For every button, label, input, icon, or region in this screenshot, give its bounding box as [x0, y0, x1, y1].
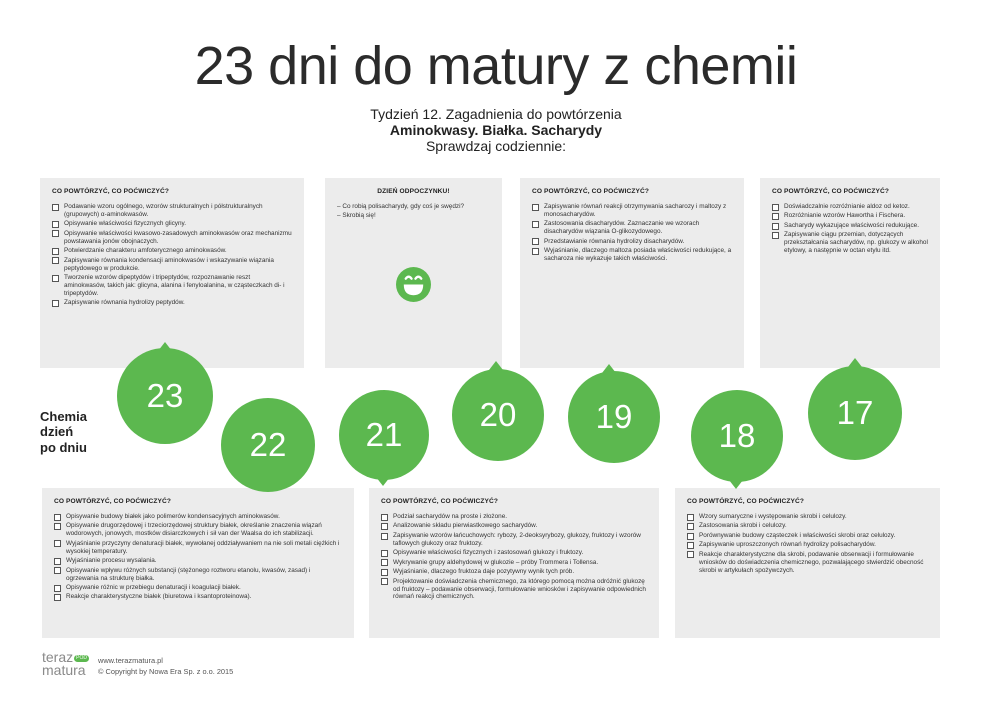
list-item	[52, 230, 292, 246]
panel-heading: CO POWTÓRZYĆ, CO POĆWICZYĆ?	[52, 188, 169, 195]
checkbox[interactable]	[52, 300, 59, 307]
joke-answer: – Skrobią się!	[337, 211, 376, 219]
list-item	[532, 220, 732, 236]
list-item	[772, 203, 928, 211]
list-item	[381, 559, 647, 567]
list-item	[532, 238, 732, 246]
day-17-panel	[760, 178, 940, 368]
list-item	[772, 231, 928, 255]
day-20-circle: 20	[452, 369, 544, 461]
item-text: Opisywanie wpływu różnych substancji (stężonego roztworu etanolu, kwasów, zasad) i ogrzewania na strukturę białka.	[66, 566, 311, 582]
item-text: Opisywanie właściwości fizycznych glicyny.	[64, 220, 187, 228]
day-20-panel	[369, 488, 659, 638]
item-text: Opisywanie właściwości fizycznych i zastosowań glukozy i fruktozy.	[393, 549, 584, 557]
list-item	[772, 222, 928, 230]
item-text: Wykrywanie grupy aldehydowej w glukozie – próby Trommera i Tollensa.	[393, 558, 599, 566]
day-19-circle: 19	[568, 371, 660, 463]
checkbox[interactable]	[772, 213, 779, 220]
list-item	[52, 247, 292, 255]
checkbox[interactable]	[381, 578, 388, 585]
list-item	[52, 220, 292, 228]
list-item	[54, 584, 342, 592]
instruction: Sprawdzaj codziennie:	[425, 138, 567, 154]
item-text: Opisywanie budowy białek jako polimerów kondensacyjnych aminokwasów.	[66, 513, 280, 520]
checkbox[interactable]	[687, 514, 694, 521]
item-text: Opisywanie różnic w przebiegu denaturacji i koagulacji białek.	[66, 583, 241, 591]
list-item	[54, 513, 342, 521]
list-item	[532, 247, 732, 263]
list-item	[54, 540, 342, 556]
checklist	[381, 513, 647, 601]
day-18-panel	[675, 488, 940, 638]
day-18-circle: 18	[691, 390, 783, 482]
panel-heading: CO POWTÓRZYĆ, CO POĆWICZYĆ?	[772, 188, 889, 195]
checkbox[interactable]	[52, 257, 59, 264]
checkbox[interactable]	[381, 533, 388, 540]
item-text: Zapisywanie uproszczonych równań hydrolizy polisacharydów.	[699, 541, 876, 549]
list-item	[381, 549, 647, 557]
item-text: Zapisywanie wzorów łańcuchowych: rybozy, 2-deoksyrybozy, glukozy, fruktozy i wzorów taflowych glukozy oraz fruktozy.	[393, 531, 641, 547]
checkbox[interactable]	[687, 542, 694, 549]
item-text: Przedstawianie równania hydrolizy disacharydów.	[544, 237, 685, 245]
item-text: Wyjaśnianie procesu wysalania.	[66, 557, 157, 565]
page-title: 23 dni do matury z chemii	[194, 36, 798, 96]
panel-heading: CO POWTÓRZYĆ, CO POĆWICZYĆ?	[381, 498, 498, 505]
checkbox[interactable]	[52, 248, 59, 255]
checklist	[687, 513, 928, 575]
list-item	[54, 557, 342, 565]
list-item	[687, 522, 928, 530]
list-item	[381, 532, 647, 548]
checklist	[52, 203, 292, 307]
checkbox[interactable]	[772, 223, 779, 230]
list-item	[381, 568, 647, 576]
day-23-circle: 23	[117, 348, 213, 444]
list-item	[687, 532, 928, 540]
footer-copyright: © Copyright by Nowa Era Sp. z o.o. 2015	[98, 667, 234, 677]
list-item	[54, 522, 342, 538]
checkbox[interactable]	[532, 204, 539, 211]
checkbox[interactable]	[54, 585, 61, 592]
day-17-circle: 17	[808, 366, 902, 460]
item-text: Wyjaśnianie, dlaczego fruktoza daje pozytywny wynik tych prób.	[393, 568, 575, 576]
item-text: Analizowanie składu pierwiastkowego sacharydów.	[393, 522, 538, 530]
list-item	[52, 299, 292, 307]
side-label-line: Chemia	[40, 409, 87, 424]
topics: Aminokwasy. Białka. Sacharydy	[389, 122, 603, 138]
checkbox[interactable]	[52, 221, 59, 228]
checklist	[532, 203, 732, 263]
footer-url[interactable]: www.terazmatura.pl	[98, 656, 163, 665]
item-text: Zastosowania disacharydów. Zaznaczanie we wzorach disacharydów wiązania O-glikozydowego.	[544, 220, 700, 236]
list-item	[381, 513, 647, 521]
checkbox[interactable]	[687, 523, 694, 530]
smiley-icon	[396, 267, 431, 302]
list-item	[381, 522, 647, 530]
checkbox[interactable]	[772, 204, 779, 211]
list-item	[687, 551, 928, 575]
checkbox[interactable]	[381, 569, 388, 576]
logo-badge: POD	[76, 654, 87, 661]
item-text: Projektowanie doświadczenia chemicznego, za którego pomocą można odróżnić glukozę od fruktozy – podawanie obserwacji, formułowanie wniosków i zapisywanie odpowiednich równań reakcji chemicznych.	[393, 577, 646, 601]
checkbox[interactable]	[532, 238, 539, 245]
list-item	[381, 578, 647, 602]
joke-question: – Co robią polisacharydy, gdy coś je swędzi?	[337, 203, 465, 210]
list-item	[52, 257, 292, 273]
subtitle: Tydzień 12. Zagadnienia do powtórzenia	[370, 106, 622, 122]
item-text: Opisywanie drugorzędowej i trzeciorzędowej struktury białek, określanie znaczenia wiązań wodorowych, jonowych, mostków disiarczkowych i sił van der Waalsa do ich stabilizacji.	[66, 522, 322, 538]
item-text: Wyjaśnianie, dlaczego maltoza posiada właściwości redukujące, a sacharoza nie wykazuje takich właściwości.	[544, 247, 732, 263]
item-text: Reakcje charakterystyczne dla skrobi, podawanie obserwacji i formułowanie wniosków do doświadczenia chemicznego, pozwalającego stwierdzić obecność skrobi w artykułach spożywczych.	[699, 550, 924, 574]
checkbox[interactable]	[54, 594, 61, 601]
checkbox[interactable]	[54, 567, 61, 574]
item-text: Podawanie wzoru ogólnego, wzorów strukturalnych i półstrukturalnych (grupowych) α-aminokwasów.	[64, 203, 263, 218]
item-text: Rozróżnianie wzorów Hawortha i Fischera.	[784, 212, 906, 220]
list-item	[52, 203, 292, 219]
list-item	[687, 541, 928, 549]
checkbox[interactable]	[532, 248, 539, 255]
item-text: Sacharydy wykazujące właściwości redukujące.	[784, 221, 919, 229]
side-label-line: dzień	[40, 424, 74, 440]
side-label-line: po dniu	[40, 439, 87, 455]
day-21-circle: 21	[339, 390, 429, 480]
day-19-panel	[520, 178, 744, 368]
checkbox[interactable]	[52, 204, 59, 211]
checkbox[interactable]	[381, 559, 388, 566]
item-text: Porównywanie budowy cząsteczek i właściwości skrobi oraz celulozy.	[699, 531, 896, 539]
checkbox[interactable]	[54, 540, 61, 547]
item-text: Zapisywanie równania hydrolizy peptydów.	[64, 299, 185, 307]
day-23-panel	[40, 178, 304, 368]
list-item	[532, 203, 732, 219]
side-label	[40, 409, 87, 455]
item-text: Podział sacharydów na proste i złożone.	[393, 513, 508, 520]
panel-heading: CO POWTÓRZYĆ, CO POĆWICZYĆ?	[687, 498, 804, 505]
logo-text: teraz	[42, 649, 74, 665]
footer	[98, 655, 233, 677]
checkbox[interactable]	[52, 275, 59, 282]
logo	[42, 651, 89, 678]
item-text: Wzory sumaryczne i występowanie skrobi i celulozy.	[699, 513, 847, 520]
item-text: Zastosowania skrobi i celulozy.	[699, 522, 787, 530]
checkbox[interactable]	[381, 514, 388, 521]
item-text: Opisywanie właściwości kwasowo-zasadowych aminokwasów oraz mechanizmu powstawania jonów obojnaczych.	[64, 229, 292, 245]
list-item	[54, 567, 342, 583]
item-text: Zapisywanie równań reakcji otrzymywania sacharozy i maltozy z monosacharydów.	[544, 203, 727, 218]
list-item	[54, 593, 342, 601]
panel-heading: CO POWTÓRZYĆ, CO POĆWICZYĆ?	[54, 498, 171, 505]
checklist	[772, 203, 928, 255]
checkbox[interactable]	[772, 232, 779, 239]
checkbox[interactable]	[54, 523, 61, 530]
item-text: Potwierdzanie charakteru amfoterycznego aminokwasów.	[64, 247, 227, 255]
item-text: Tworzenie wzorów dipeptydów i tripeptydów, rozpoznawanie reszt aminokwasów, takich jak: glicyna, alanina i fenyloalanina, w cząsteczkach di- i tripeptydów.	[64, 273, 285, 297]
panel-heading: CO POWTÓRZYĆ, CO POĆWICZYĆ?	[532, 188, 649, 195]
checkbox[interactable]	[381, 550, 388, 557]
checkbox[interactable]	[687, 533, 694, 540]
item-text: Reakcje charakterystyczne białek (biuretowa i ksantoproteinowa).	[66, 593, 252, 601]
panel-heading: DZIEŃ ODPOCZYNKU!	[377, 188, 450, 195]
list-item	[52, 274, 292, 298]
day-22-panel	[42, 488, 354, 638]
item-text: Zapisywanie równania kondensacji aminokwasów i wskazywanie wiązania peptydowego w produkcie.	[64, 256, 274, 272]
list-item	[772, 212, 928, 220]
checklist	[54, 513, 342, 601]
item-text: Wyjaśnianie przyczyny denaturacji białek, wywołanej oddziaływaniem na nie soli metali ciężkich i wysokiej temperatury.	[66, 539, 340, 555]
checkbox[interactable]	[532, 221, 539, 228]
checkbox[interactable]	[52, 230, 59, 237]
checkbox[interactable]	[687, 551, 694, 558]
checkbox[interactable]	[54, 514, 61, 521]
item-text: Doświadczalnie rozróżnianie aldoz od ketoz.	[784, 203, 910, 210]
checkbox[interactable]	[381, 523, 388, 530]
day-22-circle: 22	[221, 398, 315, 492]
logo-text: matura	[42, 662, 86, 679]
item-text: Zapisywanie ciągu przemian, dotyczących przekształcania sacharydów, np. glukozy w alkohol etylowy, a następnie w octan etylu itd.	[784, 231, 928, 255]
list-item	[687, 513, 928, 521]
checkbox[interactable]	[54, 558, 61, 565]
